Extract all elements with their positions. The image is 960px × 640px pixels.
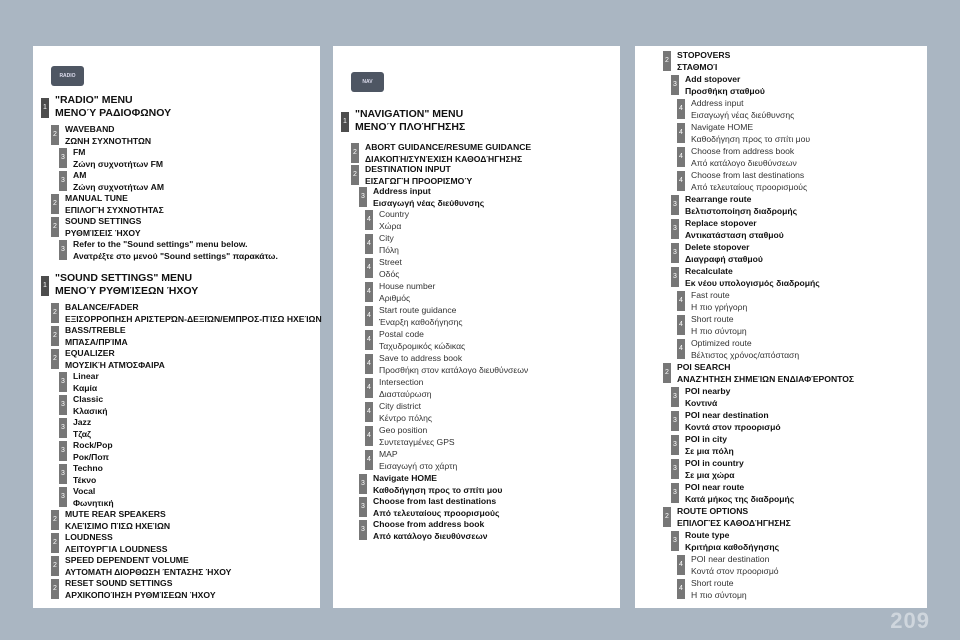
menu-item-english: POI in city [685,434,728,444]
menu-item-level-4 [691,314,747,337]
level-3-badge: 3 [59,464,67,484]
menu-item-greek: Προσθήκη στον κατάλογο διευθύνσεων [379,364,529,375]
level-3-badge: 3 [59,171,67,191]
menu-item-english: LOUDNESS [65,532,113,542]
menu-item-english: BASS/TREBLE [65,325,126,335]
menu-item-greek: Η πιο σύντομη [691,325,747,336]
menu-item-greek: Διασταύρωση [379,388,432,399]
menu-item-level-3 [73,486,114,509]
menu-item-greek: ΔΙΑΚΟΠΉ/ΣΥΝΈΧΙΣΗ ΚΑΘΟΔΉΓΗΣΗΣ [365,153,523,164]
menu-item-greek: Από κατάλογο διευθύνσεων [373,530,488,541]
menu-item-level-3 [73,463,103,486]
menu-item-level-3 [685,218,784,241]
level-4-badge: 4 [365,450,373,470]
menu-item-english: Address input [691,98,744,108]
menu-item-greek: Διαγραφή σταθμού [685,253,763,264]
menu-item-level-4 [691,338,799,361]
menu-item-level-3 [685,434,734,457]
menu-item-greek: Εισαγωγή στο χάρτη [379,460,458,471]
level-3-badge: 3 [59,148,67,168]
menu-item-english: Choose from address book [373,519,485,529]
menu-item-greek: Σε μια χώρα [685,469,735,480]
menu-item-level-3 [685,74,765,97]
menu-item-english: Choose from last destinations [373,496,497,506]
menu-item-english: Geo position [379,425,428,435]
menu-item-level-2 [677,506,791,529]
menu-item-greek: Φωνητική [73,497,114,508]
level-3-badge: 3 [59,487,67,507]
level-4-badge: 4 [365,330,373,350]
menu-item-english: Intersection [379,377,424,387]
level-2-badge: 2 [663,363,671,383]
level-3-badge: 3 [671,387,679,407]
menu-item-english: Street [379,257,402,267]
menu-item-greek: Καμία [73,382,98,393]
menu-item-english: ABORT GUIDANCE/RESUME GUIDANCE [365,142,532,152]
menu-item-greek: Εισαγωγή νέας διεύθυνσης [373,197,485,208]
menu-item-level-3 [373,473,502,496]
menu-item-greek: ΑΥΤΟΜΑΤΗ ΔΙΟΡΘΩΣΗ ΈΝΤΑΣΗΣ ΉΧΟΥ [65,566,232,577]
menu-item-english: Save to address book [379,353,463,363]
menu-item-level-2 [65,532,167,555]
menu-item-english: Navigate HOME [691,122,754,132]
level-3-badge: 3 [59,418,67,438]
menu-item-greek: Από τελευταίους προορισμούς [691,181,808,192]
level-2-badge: 2 [351,165,359,185]
level-2-badge: 2 [51,125,59,145]
level-4-badge: 4 [677,171,685,191]
menu-item-english: Route type [685,530,730,540]
level-4-badge: 4 [677,579,685,599]
menu-item-greek: Κατά μήκος της διαδρομής [685,493,795,504]
level-4-badge: 4 [365,282,373,302]
menu-item-greek: Αντικατάσταση σταθμού [685,229,784,240]
menu-item-level-2 [677,362,854,385]
menu-item-level-4 [379,209,409,232]
menu-item-level-4 [691,578,747,601]
menu-item-level-3 [73,239,278,262]
menu-item-greek: Τέκνο [73,474,97,485]
navigation-icon: NAV [351,72,384,92]
level-1-badge: 1 [41,276,49,296]
menu-item-english: Address input [373,186,431,196]
menu-item-greek: ΜΕΝΟΎ ΡΥΘΜΊΣΕΩΝ ΉΧΟΥ [55,284,199,297]
menu-item-greek: Βελτιστοποίηση διαδρομής [685,205,798,216]
menu-item-english: POI near destination [691,554,770,564]
menu-item-greek: Πόλη [379,244,399,255]
menu-item-level-3 [73,147,163,170]
menu-item-greek: ΕΞΙΣΟΡΡΟΠΗΣΗ ΑΡΙΣΤΕΡΏΝ-ΔΕΞΙΏΝ/ΕΜΠΡΟΣ-ΠΊΣΩ ΗΧΕΊΩΝ [65,313,322,324]
level-3-badge: 3 [671,243,679,263]
level-4-badge: 4 [365,378,373,398]
level-2-badge: 2 [51,217,59,237]
menu-item-greek: ΜΟΥΣΙΚΉ ΑΤΜΌΣΦΑΙΡΑ [65,359,165,370]
menu-item-english: WAVEBAND [65,124,115,134]
menu-item-level-3 [373,186,484,209]
menu-item-english: Recalculate [685,266,733,276]
menu-item-greek: Κοντινά [685,397,718,408]
level-2-badge: 2 [51,556,59,576]
menu-item-level-2 [65,348,165,371]
menu-item-greek: ΚΛΕΊΣΙΜΟ ΠΊΣΩ ΗΧΕΊΩΝ [65,520,171,531]
menu-item-level-2 [65,325,128,348]
level-4-badge: 4 [677,291,685,311]
menu-item-greek: Οδός [379,268,400,279]
menu-item-level-4 [379,401,432,424]
menu-item-level-4 [379,449,457,472]
menu-item-english: Navigate HOME [373,473,437,483]
menu-item-level-4 [691,146,797,169]
menu-item-greek: Καθοδήγηση προς το σπίτι μου [373,484,503,495]
menu-item-greek: ΖΩΝΗ ΣΥΧΝΟΤΗΤΩΝ [65,135,152,146]
menu-item-level-4 [379,329,465,352]
menu-item-level-2 [65,216,141,239]
menu-item-greek: Ροκ/Ποπ [73,451,109,462]
menu-item-english: POI near destination [685,410,769,420]
menu-item-english: EQUALIZER [65,348,115,358]
menu-item-greek: Κοντά στον προορισμό [691,565,779,576]
menu-item-english: POI near route [685,482,745,492]
level-3-badge: 3 [671,75,679,95]
menu-item-english: Refer to the "Sound settings" menu below. [73,239,248,249]
level-4-badge: 4 [677,339,685,359]
level-3-badge: 3 [671,435,679,455]
menu-item-greek: Κλασική [73,405,108,416]
menu-item-greek: ΜΕΝΟΎ ΠΛΟΉΓΗΣΗΣ [355,120,466,133]
menu-item-level-3 [373,519,488,542]
menu-item-greek: Αριθμός [379,292,411,303]
menu-item-level-4 [379,353,528,376]
menu-item-level-4 [691,98,794,121]
menu-item-english: BALANCE/FADER [65,302,139,312]
menu-item-greek: Εισαγωγή νέας διεύθυνσης [691,109,795,120]
level-2-badge: 2 [51,579,59,599]
level-4-badge: 4 [365,306,373,326]
menu-item-level-2 [65,555,231,578]
menu-item-english: SPEED DEPENDENT VOLUME [65,555,189,565]
menu-item-level-3 [685,458,744,481]
menu-item-greek: Συντεταγμένες GPS [379,436,455,447]
menu-item-greek: Εκ νέου υπολογισμός διαδρομής [685,277,820,288]
menu-item-greek: Χώρα [379,220,402,231]
menu-item-greek: ΕΙΣΑΓΩΓΉ ΠΡΟΟΡΙΣΜΟΎ [365,175,473,186]
menu-item-level-4 [691,122,810,145]
menu-item-greek: Η πιο γρήγορη [691,301,748,312]
level-2-badge: 2 [51,194,59,214]
menu-item-greek: Κοντά στον προορισμό [685,421,781,432]
level-3-badge: 3 [59,372,67,392]
menu-item-greek: Κέντρο πόλης [379,412,433,423]
menu-item-english: Replace stopover [685,218,757,228]
level-4-badge: 4 [677,315,685,335]
menu-item-english: House number [379,281,436,291]
menu-item-english: POI SEARCH [677,362,731,372]
menu-item-greek: ΜΕΝΟΎ ΡΑΔΙΟΦΩΝΟΥ [55,106,172,119]
level-2-badge: 2 [51,326,59,346]
menu-item-english: "SOUND SETTINGS" MENU [55,272,193,284]
menu-item-english: Add stopover [685,74,741,84]
level-2-badge: 2 [663,51,671,71]
level-3-badge: 3 [671,219,679,239]
menu-item-english: City [379,233,394,243]
menu-item-level-2 [677,50,730,73]
level-4-badge: 4 [365,402,373,422]
menu-item-english: Classic [73,394,104,404]
menu-item-english: FM [73,147,86,157]
menu-item-greek: ΣΤΑΘΜΟΊ [677,61,718,72]
level-1-badge: 1 [341,112,349,132]
menu-item-greek: ΛΕΙΤΟΥΡΓΊΑ LOUDNESS [65,543,168,554]
menu-item-level-2 [65,124,151,147]
menu-item-level-2 [65,193,164,216]
menu-item-greek: Έναρξη καθοδήγησης [379,316,463,327]
menu-item-level-4 [691,170,807,193]
menu-item-greek: ΑΡΧΙΚΟΠΟΊΗΣΗ ΡΥΘΜΊΣΕΩΝ ΉΧΟΥ [65,589,216,600]
menu-item-english: Choose from address book [691,146,795,156]
menu-item-greek: Από κατάλογο διευθύνσεων [691,157,797,168]
menu-item-greek: Κριτήρια καθοδήγησης [685,541,780,552]
menu-item-greek: Από τελευταίους προορισμούς [373,507,500,518]
menu-item-level-2 [65,509,170,532]
level-2-badge: 2 [351,143,359,163]
radio-icon: RADIO [51,66,84,86]
level-2-badge: 2 [663,507,671,527]
level-3-badge: 3 [359,520,367,540]
menu-item-greek: ΑΝΑΖΉΤΗΣΗ ΣΗΜΕΊΩΝ ΕΝΔΙΑΦΈΡΟΝΤΟΣ [677,373,855,384]
menu-item-english: "NAVIGATION" MENU [355,108,464,120]
menu-item-greek: Ανατρέξτε στο μενού "Sound settings" παρακάτω. [73,250,278,261]
menu-item-level-3 [73,394,107,417]
level-4-badge: 4 [365,258,373,278]
level-4-badge: 4 [677,147,685,167]
level-1-badge: 1 [41,98,49,118]
menu-item-level-3 [73,170,164,193]
level-3-badge: 3 [59,441,67,461]
menu-item-level-4 [691,290,747,313]
navigation-menu-panel-continued [635,46,927,608]
menu-item-greek: Καθοδήγηση προς το σπίτι μου [691,133,811,144]
level-3-badge: 3 [359,187,367,207]
level-3-badge: 3 [671,195,679,215]
menu-item-level-4 [379,233,399,256]
menu-item-greek: Ταχυδρομικός κώδικας [379,340,466,351]
menu-item-level-3 [685,482,794,505]
menu-item-english: Vocal [73,486,96,496]
menu-item-level-2 [365,142,531,165]
radio-menu-panel [33,46,320,608]
menu-item-english: Optimized route [691,338,752,348]
menu-item-english: "RADIO" MENU [55,94,133,106]
menu-item-level-1 [55,272,198,297]
menu-item-greek: Σε μια πόλη [685,445,734,456]
menu-item-level-3 [73,371,99,394]
navigation-menu-panel [333,46,620,608]
menu-item-english: Short route [691,578,734,588]
menu-item-english: Short route [691,314,734,324]
menu-item-english: Rock/Pop [73,440,113,450]
menu-item-level-3 [73,440,113,463]
level-2-badge: 2 [51,303,59,323]
level-3-badge: 3 [671,531,679,551]
menu-item-english: POI nearby [685,386,731,396]
menu-item-english: Postal code [379,329,424,339]
level-4-badge: 4 [365,354,373,374]
menu-item-level-2 [365,164,472,187]
menu-item-english: Jazz [73,417,92,427]
menu-item-level-4 [379,305,463,328]
menu-item-english: MUTE REAR SPEAKERS [65,509,166,519]
menu-item-greek: Ζώνη συχνοτήτων AM [73,181,165,192]
menu-item-level-4 [379,281,435,304]
menu-item-level-3 [73,417,91,440]
level-3-badge: 3 [59,240,67,260]
level-4-badge: 4 [677,555,685,575]
menu-item-level-1 [355,108,465,133]
menu-item-level-4 [379,377,432,400]
menu-item-level-4 [691,554,779,577]
menu-item-level-3 [685,194,797,217]
level-4-badge: 4 [365,426,373,446]
level-4-badge: 4 [365,210,373,230]
level-3-badge: 3 [359,474,367,494]
menu-item-level-2 [65,578,216,601]
menu-item-english: ROUTE OPTIONS [677,506,749,516]
menu-item-level-3 [685,242,763,265]
menu-item-english: DESTINATION INPUT [365,164,451,174]
menu-item-greek: ΡΥΘΜΊΣΕΙΣ ΉΧΟΥ [65,227,141,238]
menu-item-level-3 [685,386,730,409]
menu-item-english: STOPOVERS [677,50,731,60]
level-3-badge: 3 [359,497,367,517]
menu-item-level-3 [685,530,779,553]
menu-item-greek: Προσθήκη σταθμού [685,85,765,96]
menu-item-english: POI in country [685,458,744,468]
page-number: 209 [890,608,930,633]
menu-item-greek: Τζαζ [73,428,91,439]
level-3-badge: 3 [671,411,679,431]
level-3-badge: 3 [671,483,679,503]
level-4-badge: 4 [677,123,685,143]
menu-item-level-3 [685,410,781,433]
menu-item-english: MAP [379,449,398,459]
level-2-badge: 2 [51,533,59,553]
menu-item-level-3 [373,496,500,519]
menu-item-level-4 [379,257,402,280]
level-2-badge: 2 [51,510,59,530]
menu-item-english: City district [379,401,422,411]
menu-item-english: Fast route [691,290,730,300]
menu-item-english: Country [379,209,410,219]
level-3-badge: 3 [59,395,67,415]
menu-item-english: SOUND SETTINGS [65,216,142,226]
level-2-badge: 2 [51,349,59,369]
menu-item-greek: ΜΠΆΣΑ/ΠΡΊΜΑ [65,336,128,347]
menu-item-english: MANUAL TUNE [65,193,128,203]
menu-item-greek: Βέλτιστος χρόνος/απόσταση [691,349,800,360]
menu-item-english: Techno [73,463,103,473]
menu-item-english: Linear [73,371,99,381]
menu-item-greek: Η πιο σύντομη [691,589,747,600]
menu-item-level-3 [685,266,820,289]
menu-item-greek: ΕΠΙΛΟΓΉ ΣΥΧΝΟΤΗΤΑΣ [65,204,164,215]
menu-item-english: Start route guidance [379,305,457,315]
menu-item-level-2 [65,302,322,325]
menu-item-english: AM [73,170,87,180]
level-4-badge: 4 [677,99,685,119]
menu-item-english: Rearrange route [685,194,752,204]
menu-item-english: Choose from last destinations [691,170,805,180]
level-3-badge: 3 [671,459,679,479]
level-4-badge: 4 [365,234,373,254]
menu-item-level-1 [55,94,171,119]
menu-item-english: RESET SOUND SETTINGS [65,578,173,588]
menu-item-level-4 [379,425,455,448]
menu-item-greek: Ζώνη συχνοτήτων FM [73,158,164,169]
menu-item-english: Delete stopover [685,242,750,252]
menu-item-greek: ΕΠΙΛΟΓΈΣ ΚΑΘΟΔΉΓΗΣΗΣ [677,517,791,528]
level-3-badge: 3 [671,267,679,287]
